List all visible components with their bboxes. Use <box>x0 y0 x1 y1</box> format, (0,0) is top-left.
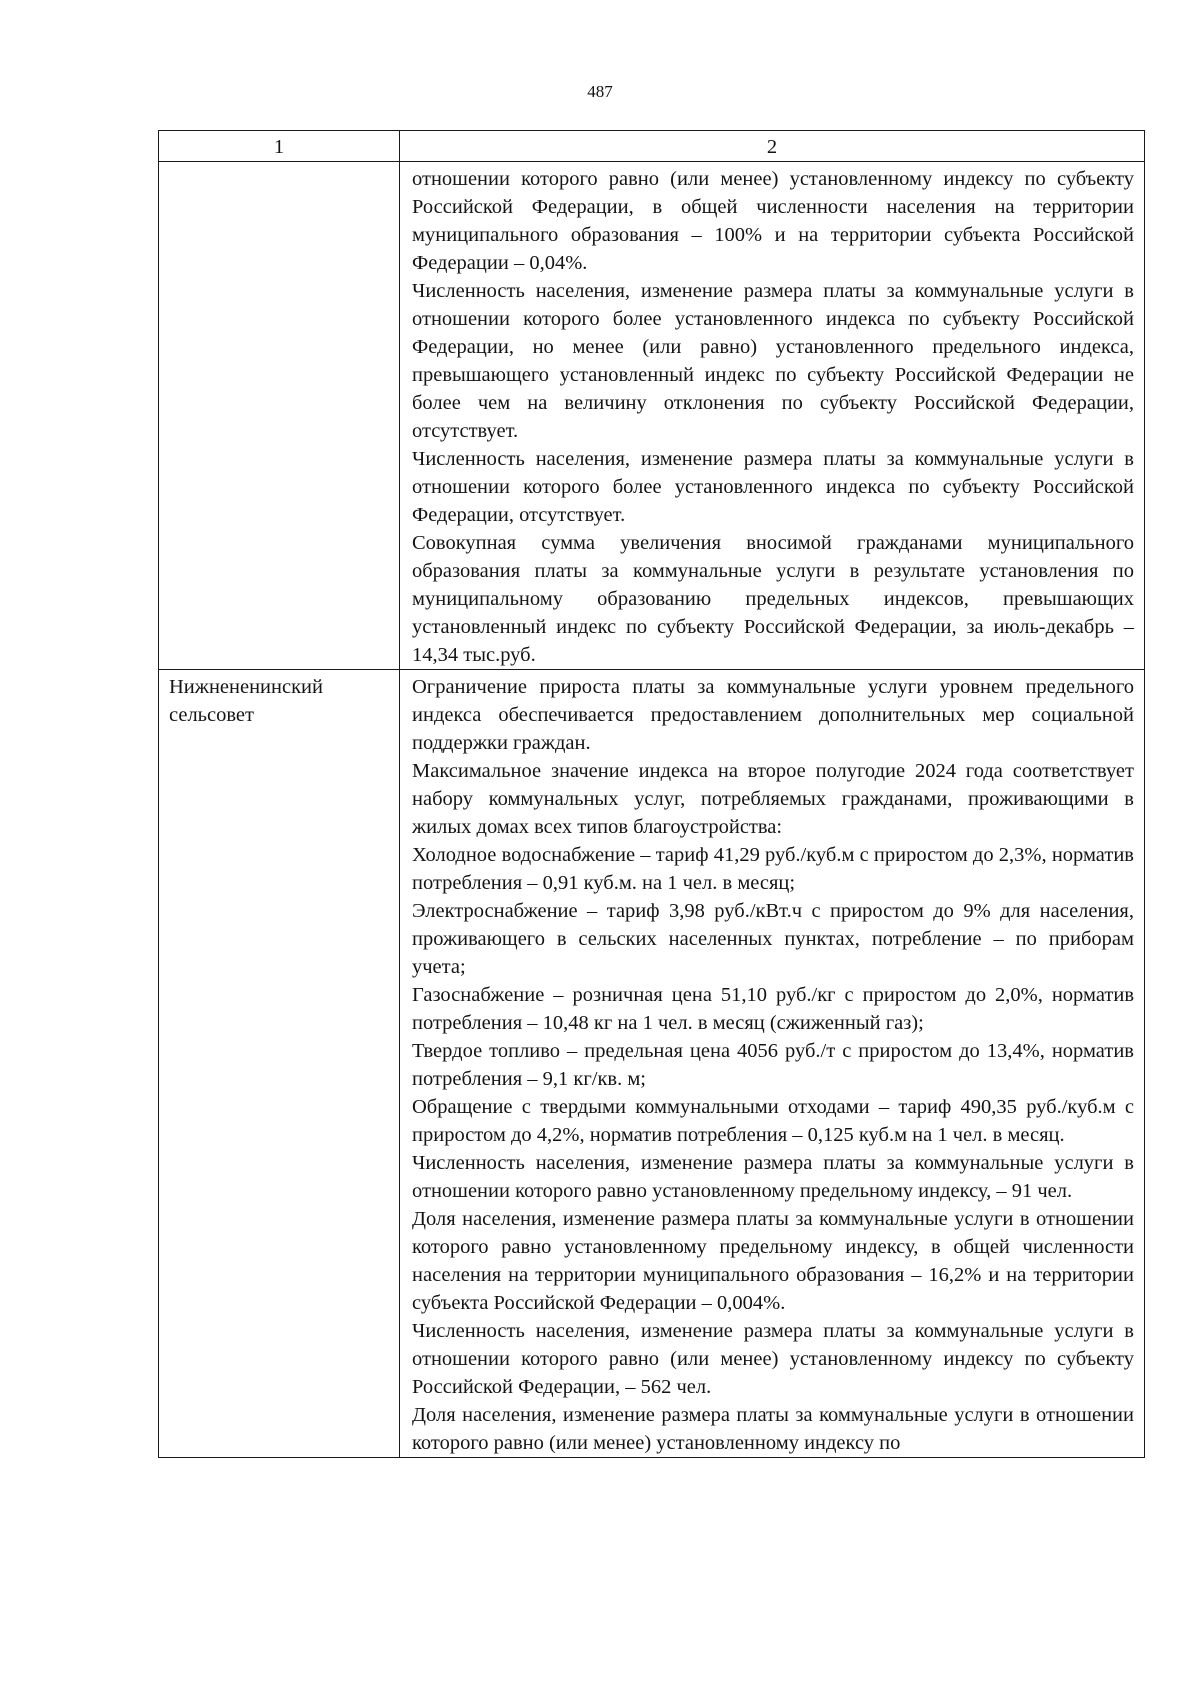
paragraph: Газоснабжение – розничная цена 51,10 руб./кг с приростом до 2,0%, норматив потребления – 10,48 кг на 1 чел. в месяц (сжиженный газ); <box>412 984 1134 1034</box>
paragraph: Совокупная сумма увеличения вносимой гражданами муниципального образования платы за коммунальные услуги в результате установления по муниципальному образованию предельных индексов, превышающих установленный индекс по субъекту Российской Федерации, за июль-декабрь – 14,34 тыс.руб. <box>412 532 1134 666</box>
page-number: 487 <box>587 82 613 101</box>
paragraph: Доля населения, изменение размера платы за коммунальные услуги в отношении которого равно (или менее) установленному индексу по <box>412 1404 1134 1454</box>
paragraph: Холодное водоснабжение – тариф 41,29 руб./куб.м с приростом до 2,3%, норматив потребления – 0,91 куб.м. на 1 чел. в месяц; <box>412 844 1134 894</box>
table-row <box>159 162 1145 670</box>
paragraph: Максимальное значение индекса на второе полугодие 2024 года соответствует набору коммунальных услуг, потребляемых гражданами, проживающими в жилых домах всех типов благоустройства: <box>412 760 1134 838</box>
description-cell <box>400 670 1145 1458</box>
paragraph: Твердое топливо – предельная цена 4056 руб./т с приростом до 13,4%, норматив потребления – 9,1 кг/кв. м; <box>412 1040 1134 1090</box>
paragraph: Численность населения, изменение размера платы за коммунальные услуги в отношении которого равно установленному предельному индексу, – 91 чел. <box>412 1152 1134 1202</box>
paragraph: Численность населения, изменение размера платы за коммунальные услуги в отношении которого более установленного индекса по субъекту Российской Федерации, отсутствует. <box>412 448 1134 526</box>
paragraph: Численность населения, изменение размера платы за коммунальные услуги в отношении которого более установленного индекса по субъекту Российской Федерации, но менее (или равно) установленного предельного индекса, превышающего установленный индекс по субъекту Российской Федерации не более чем на величину отклонения по субъекту Российской Федерации, отсутствует. <box>412 280 1134 442</box>
column-header-2: 2 <box>400 131 1145 162</box>
table-row <box>159 670 1145 1458</box>
paragraph: Ограничение прироста платы за коммунальные услуги уровнем предельного индекса обеспечивается предоставлением дополнительных мер социальной поддержки граждан. <box>412 676 1134 754</box>
municipality-name-cell <box>159 162 400 670</box>
municipality-name-cell: Нижнененинский сельсовет <box>159 670 400 1458</box>
paragraph: Численность населения, изменение размера платы за коммунальные услуги в отношении которого равно (или менее) установленному индексу по субъекту Российской Федерации, – 562 чел. <box>412 1320 1134 1398</box>
table-header-row <box>159 131 1145 162</box>
paragraph: Обращение с твердыми коммунальными отходами – тариф 490,35 руб./куб.м с приростом до 4,2%, норматив потребления – 0,125 куб.м на 1 чел. в месяц. <box>412 1096 1134 1146</box>
paragraph: Электроснабжение – тариф 3,98 руб./кВт.ч с приростом до 9% для населения, проживающего в сельских населенных пунктах, потребление – по приборам учета; <box>412 900 1134 978</box>
description-cell <box>400 162 1145 670</box>
column-header-1: 1 <box>159 131 400 162</box>
document-table <box>158 130 1145 1458</box>
paragraph: Доля населения, изменение размера платы за коммунальные услуги в отношении которого равно установленному предельному индексу, в общей численности населения на территории муниципального образования – 16,2% и на территории субъекта Российской Федерации – 0,004%. <box>412 1208 1134 1314</box>
paragraph: отношении которого равно (или менее) установленному индексу по субъекту Российской Федерации, в общей численности населения на территории муниципального образования – 100% и на территории субъекта Российской Федерации – 0,04%. <box>412 168 1134 274</box>
